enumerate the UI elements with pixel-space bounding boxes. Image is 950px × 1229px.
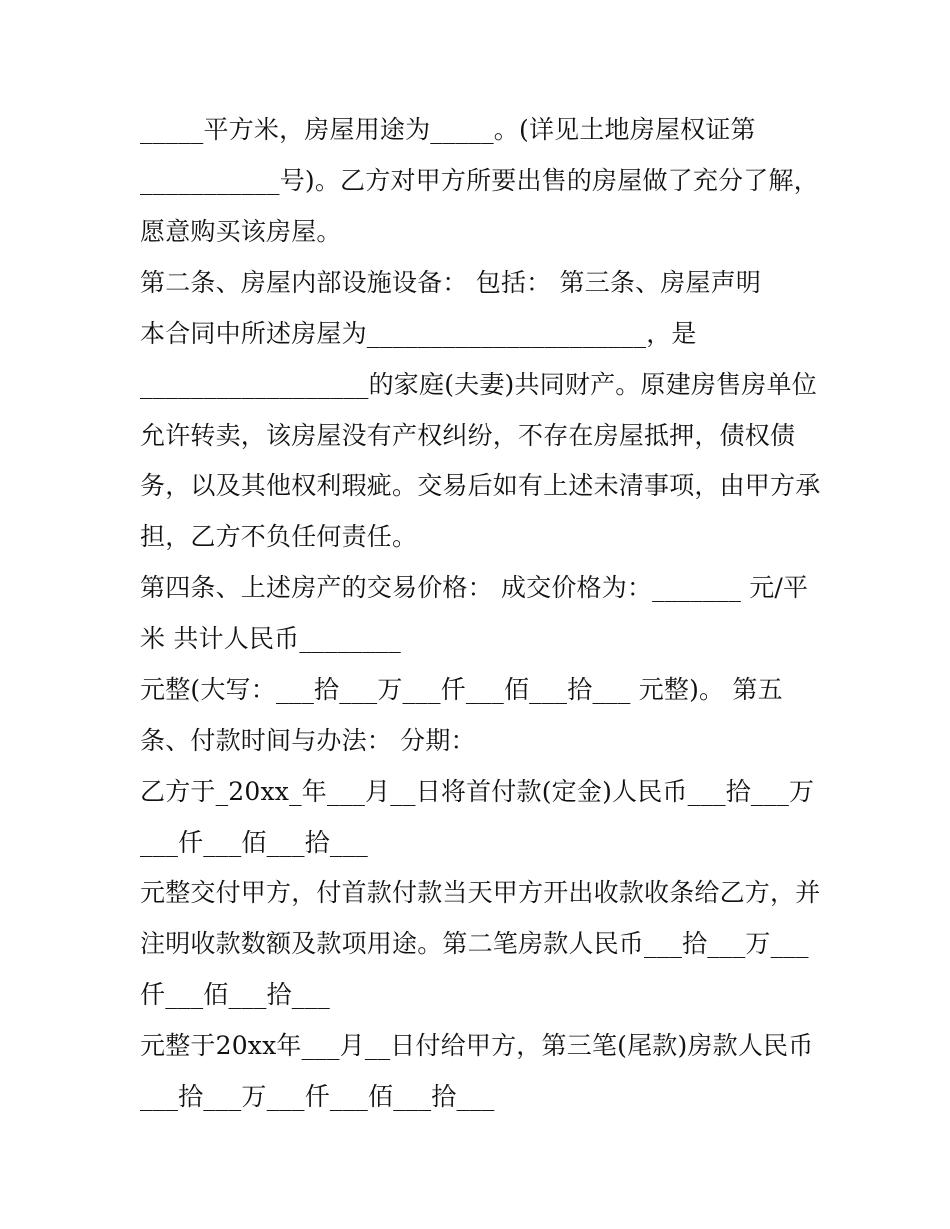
text-line: 元整(大写：___拾___万___仟___佰___拾___ 元整)。 第五 xyxy=(140,675,783,704)
text-line: 元整于20xx年___月__日付给甲方，第三笔(尾款)房款人民币 xyxy=(140,1031,814,1060)
text-line: 第二条、房屋内部设施设备： 包括： 第三条、房屋声明 xyxy=(140,268,762,297)
text-line: 注明收款数额及款项用途。第二笔房款人民币___拾___万___ xyxy=(140,929,809,958)
text-line: 米 共计人民币________ xyxy=(140,624,401,653)
text-line: _____平方米，房屋用途为_____。(详见土地房屋权证第 xyxy=(140,115,756,144)
text-line: 愿意购买该房屋。 xyxy=(140,217,342,246)
text-line: 乙方于_20xx_年___月__日将首付款(定金)人民币___拾___万 xyxy=(140,777,815,806)
text-line: ___拾___万___仟___佰___拾___ xyxy=(140,1082,495,1111)
text-line: 务，以及其他权利瑕疵。交易后如有上述未清事项，由甲方承 xyxy=(140,471,821,500)
text-line: 条、付款时间与办法： 分期： xyxy=(140,726,476,755)
text-line: __________________的家庭(夫妻)共同财产。原建房售房单位 xyxy=(140,370,817,399)
text-line: ___仟___佰___拾___ xyxy=(140,828,369,857)
text-line: 担，乙方不负任何责任。 xyxy=(140,522,418,551)
text-line: 仟___佰___拾___ xyxy=(140,980,330,1009)
text-line: 第四条、上述房产的交易价格： 成交价格为：_______ 元/平 xyxy=(140,573,809,602)
text-line: 本合同中所述房屋为______________________，是 xyxy=(140,319,697,348)
text-line: ___________号)。乙方对甲方所要出售的房屋做了充分了解， xyxy=(140,166,819,195)
text-line: 元整交付甲方，付首款付款当天甲方开出收款收条给乙方，并 xyxy=(140,878,821,907)
text-line: 允许转卖，该房屋没有产权纠纷，不存在房屋抵押，债权债 xyxy=(140,421,796,450)
